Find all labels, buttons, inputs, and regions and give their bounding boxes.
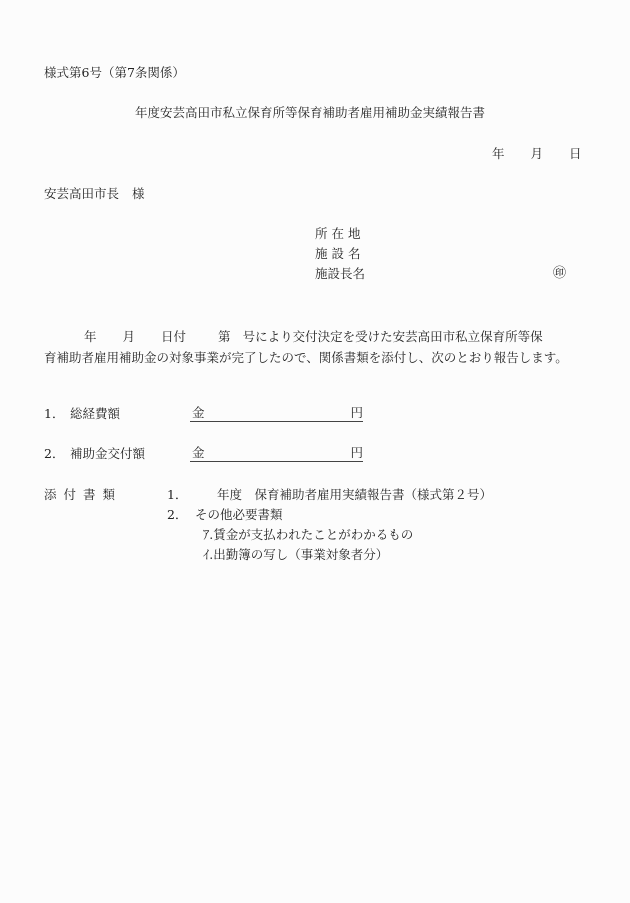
applicant-address-label: 所在地 — [315, 226, 365, 241]
form-number: 様式第6号（第7条関係） — [44, 65, 185, 80]
sub-item-text: 賃金が支払われたことがわかるもの — [213, 527, 414, 542]
attachments-label: 添付書類 — [44, 487, 123, 502]
total-cost-field[interactable] — [190, 407, 363, 422]
sub-item-marker: ｲ. — [203, 547, 214, 562]
addressee-name: 安芸高田市長 — [44, 186, 120, 201]
date-line — [492, 148, 582, 161]
attachment-item — [167, 489, 492, 502]
attachment-text: その他必要書類 — [195, 507, 283, 522]
body-line-1 — [44, 326, 594, 347]
seal-icon: ㊞ — [553, 266, 567, 281]
amount-number: 1． — [44, 406, 65, 421]
date-month-label: 月 — [530, 146, 544, 161]
applicant-director-name-label: 施設長名 — [315, 266, 366, 281]
amount-row-grant — [44, 448, 190, 461]
body-month-label: 月 — [122, 329, 136, 344]
addressee — [44, 188, 145, 201]
body-line-1-rest: 号により交付決定を受けた安芸高田市私立保育所等保 — [242, 329, 543, 344]
attachment-sub-item — [203, 549, 388, 562]
body-line-2: 育補助者雇用補助金の対象事業が完了したので、関係書類を添付し、次のとおり報告します。 — [44, 350, 568, 365]
amount-suffix: 円 — [350, 405, 363, 420]
attachment-number: 2． — [167, 507, 188, 522]
body-paragraph — [44, 326, 594, 368]
sub-item-marker: ｱ. — [203, 527, 214, 542]
sub-item-text: 出勤簿の写し（事業対象者分） — [213, 547, 389, 562]
attachment-sub-item — [203, 529, 413, 542]
body-number-prefix: 第 — [218, 329, 231, 344]
date-day-label: 日 — [569, 146, 582, 161]
attachment-text: 年度 保育補助者雇用実績報告書（様式第２号） — [217, 487, 493, 502]
amount-suffix: 円 — [350, 445, 363, 460]
amount-label: 総経費額 — [70, 406, 121, 421]
attachment-item — [167, 509, 283, 522]
body-day-label: 日付 — [161, 329, 187, 344]
grant-amount-field[interactable] — [190, 447, 363, 462]
body-year-label: 年 — [84, 329, 97, 344]
addressee-honorific: 様 — [132, 186, 145, 201]
amount-prefix: 金 — [192, 405, 205, 420]
document-title: 年度安芸高田市私立保育所等保育補助者雇用補助金実績報告書 — [135, 105, 486, 120]
attachment-number: 1． — [167, 487, 188, 502]
amount-label: 補助金交付額 — [70, 446, 146, 461]
amount-prefix: 金 — [192, 445, 205, 460]
applicant-facility-name-label: 施設名 — [315, 246, 365, 261]
date-year-label: 年 — [492, 146, 505, 161]
amount-number: 2． — [44, 446, 65, 461]
amount-row-total-cost — [44, 408, 190, 421]
